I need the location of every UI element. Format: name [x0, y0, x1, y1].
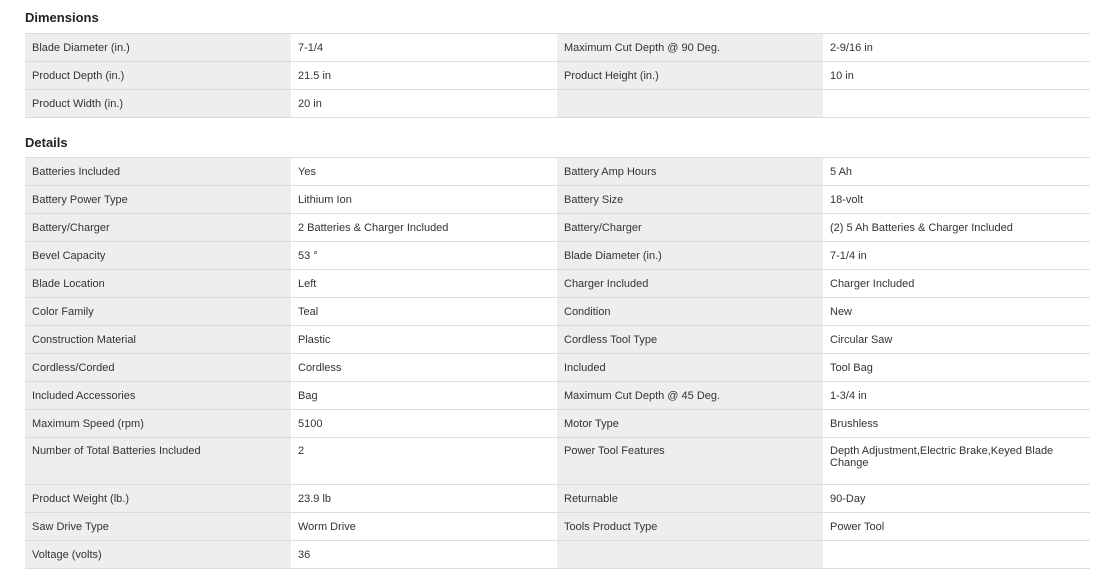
spec-row [25, 326, 1090, 354]
spec-label: Motor Type [557, 410, 823, 438]
spec-value: Circular Saw [823, 326, 1090, 354]
spec-label: Blade Location [25, 270, 291, 298]
spec-row [25, 354, 1090, 382]
spec-label: Blade Diameter (in.) [25, 34, 291, 62]
spec-value: Yes [291, 158, 557, 186]
spec-value: Worm Drive [291, 513, 557, 541]
spec-label: Product Depth (in.) [25, 62, 291, 90]
spec-label: Battery/Charger [25, 214, 291, 242]
spec-label: Product Width (in.) [25, 90, 291, 118]
spec-label: Cordless/Corded [25, 354, 291, 382]
spec-row [25, 186, 1090, 214]
spec-value: 7-1/4 in [823, 242, 1090, 270]
spec-label: Cordless Tool Type [557, 326, 823, 354]
spec-value: 90-Day [823, 485, 1090, 513]
spec-value: Depth Adjustment,Electric Brake,Keyed Blade Change [823, 438, 1090, 485]
spec-label: Battery Size [557, 186, 823, 214]
spec-row [25, 270, 1090, 298]
spec-label: Included Accessories [25, 382, 291, 410]
specifications-panel [25, 0, 1090, 569]
spec-label: Maximum Cut Depth @ 45 Deg. [557, 382, 823, 410]
spec-value: 7-1/4 [291, 34, 557, 62]
details-table [25, 157, 1090, 569]
spec-label [557, 541, 823, 569]
spec-label: Maximum Cut Depth @ 90 Deg. [557, 34, 823, 62]
spec-label: Batteries Included [25, 158, 291, 186]
spec-row [25, 513, 1090, 541]
spec-row [25, 298, 1090, 326]
spec-value: 23.9 lb [291, 485, 557, 513]
spec-label: Saw Drive Type [25, 513, 291, 541]
spec-value: 20 in [291, 90, 557, 118]
spec-label: Returnable [557, 485, 823, 513]
spec-value: New [823, 298, 1090, 326]
spec-value: 10 in [823, 62, 1090, 90]
spec-row [25, 34, 1090, 62]
spec-value: Power Tool [823, 513, 1090, 541]
spec-label: Product Height (in.) [557, 62, 823, 90]
spec-value: Bag [291, 382, 557, 410]
spec-value: Lithium Ion [291, 186, 557, 214]
spec-label: Bevel Capacity [25, 242, 291, 270]
spec-value: Plastic [291, 326, 557, 354]
spec-label: Blade Diameter (in.) [557, 242, 823, 270]
spec-row [25, 438, 1090, 485]
dimensions-table [25, 33, 1090, 118]
spec-label: Power Tool Features [557, 438, 823, 485]
details-heading: Details [25, 135, 68, 150]
spec-value: 5 Ah [823, 158, 1090, 186]
spec-value: Brushless [823, 410, 1090, 438]
spec-row [25, 541, 1090, 569]
spec-label: Condition [557, 298, 823, 326]
spec-label: Included [557, 354, 823, 382]
spec-label: Product Weight (lb.) [25, 485, 291, 513]
spec-label: Color Family [25, 298, 291, 326]
spec-value: 53 ° [291, 242, 557, 270]
spec-value: 21.5 in [291, 62, 557, 90]
spec-value: 1-3/4 in [823, 382, 1090, 410]
spec-label: Charger Included [557, 270, 823, 298]
spec-value: (2) 5 Ah Batteries & Charger Included [823, 214, 1090, 242]
spec-row [25, 382, 1090, 410]
spec-row [25, 485, 1090, 513]
spec-label: Battery Amp Hours [557, 158, 823, 186]
spec-row [25, 90, 1090, 118]
spec-row [25, 410, 1090, 438]
spec-value: Teal [291, 298, 557, 326]
dimensions-heading: Dimensions [25, 10, 99, 25]
spec-row [25, 214, 1090, 242]
spec-row [25, 158, 1090, 186]
spec-label: Tools Product Type [557, 513, 823, 541]
spec-value: 2 Batteries & Charger Included [291, 214, 557, 242]
spec-label: Construction Material [25, 326, 291, 354]
spec-value: 2 [291, 438, 557, 485]
spec-label: Battery Power Type [25, 186, 291, 214]
spec-row [25, 242, 1090, 270]
spec-label [557, 90, 823, 118]
spec-value [823, 541, 1090, 569]
spec-value: Tool Bag [823, 354, 1090, 382]
spec-value: 18-volt [823, 186, 1090, 214]
spec-value: 36 [291, 541, 557, 569]
spec-value [823, 90, 1090, 118]
spec-value: Charger Included [823, 270, 1090, 298]
spec-label: Number of Total Batteries Included [25, 438, 291, 485]
spec-label: Battery/Charger [557, 214, 823, 242]
details-section [25, 118, 1090, 569]
spec-value: Left [291, 270, 557, 298]
spec-label: Maximum Speed (rpm) [25, 410, 291, 438]
spec-value: 2-9/16 in [823, 34, 1090, 62]
spec-label: Voltage (volts) [25, 541, 291, 569]
dimensions-section [25, 0, 1090, 118]
spec-value: Cordless [291, 354, 557, 382]
spec-value: 5100 [291, 410, 557, 438]
spec-row [25, 62, 1090, 90]
